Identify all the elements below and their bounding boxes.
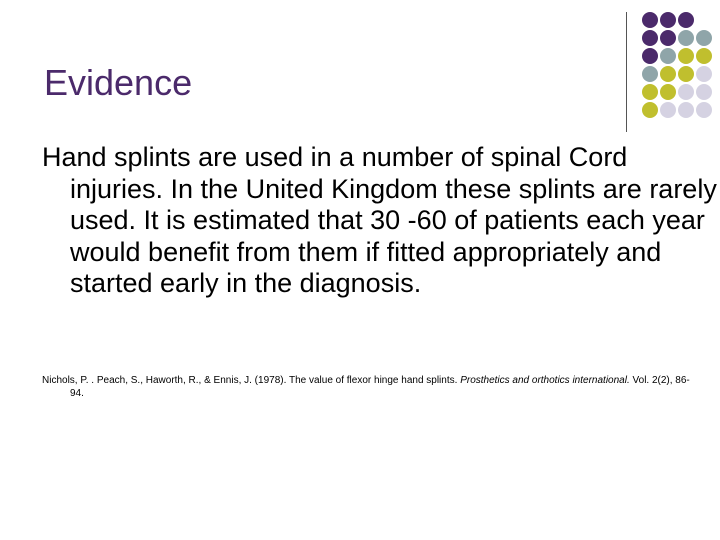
citation (42, 374, 690, 400)
decorative-dot (642, 30, 658, 46)
decorative-dot (678, 102, 694, 118)
decorative-dot (678, 12, 694, 28)
decorative-dot (642, 84, 658, 100)
decorative-dot (696, 30, 712, 46)
title-divider (626, 12, 627, 132)
decorative-dot-grid (642, 12, 714, 120)
decorative-dot (678, 48, 694, 64)
decorative-dot (660, 102, 676, 118)
decorative-dot (678, 66, 694, 82)
decorative-dot (696, 102, 712, 118)
decorative-dot (696, 84, 712, 100)
decorative-dot (696, 66, 712, 82)
citation-journal: Prosthetics and orthotics international. (460, 375, 630, 386)
decorative-dot (678, 84, 694, 100)
citation-volume-pages: Vol. 2(2), 86-94. (70, 375, 690, 399)
decorative-dot (660, 66, 676, 82)
body-text: Hand splints are used in a number of spinal Cord injuries. In the United Kingdom these splints are rarely used. It is estimated that 30 -60 of patients each year would benefit from them if fitted appropriately and started early in the diagnosis. (42, 142, 717, 299)
decorative-dot (642, 12, 658, 28)
decorative-dot (642, 102, 658, 118)
decorative-dot (642, 48, 658, 64)
decorative-dot (642, 66, 658, 82)
decorative-dot (678, 30, 694, 46)
citation-authors-title: Nichols, P. . Peach, S., Haworth, R., & Ennis, J. (1978). The value of flexor hinge hand splints. (42, 375, 461, 386)
decorative-dot (696, 48, 712, 64)
decorative-dot (660, 84, 676, 100)
slide-title: Evidence (44, 62, 193, 103)
decorative-dot (660, 30, 676, 46)
decorative-dot (660, 12, 676, 28)
decorative-dot (660, 48, 676, 64)
